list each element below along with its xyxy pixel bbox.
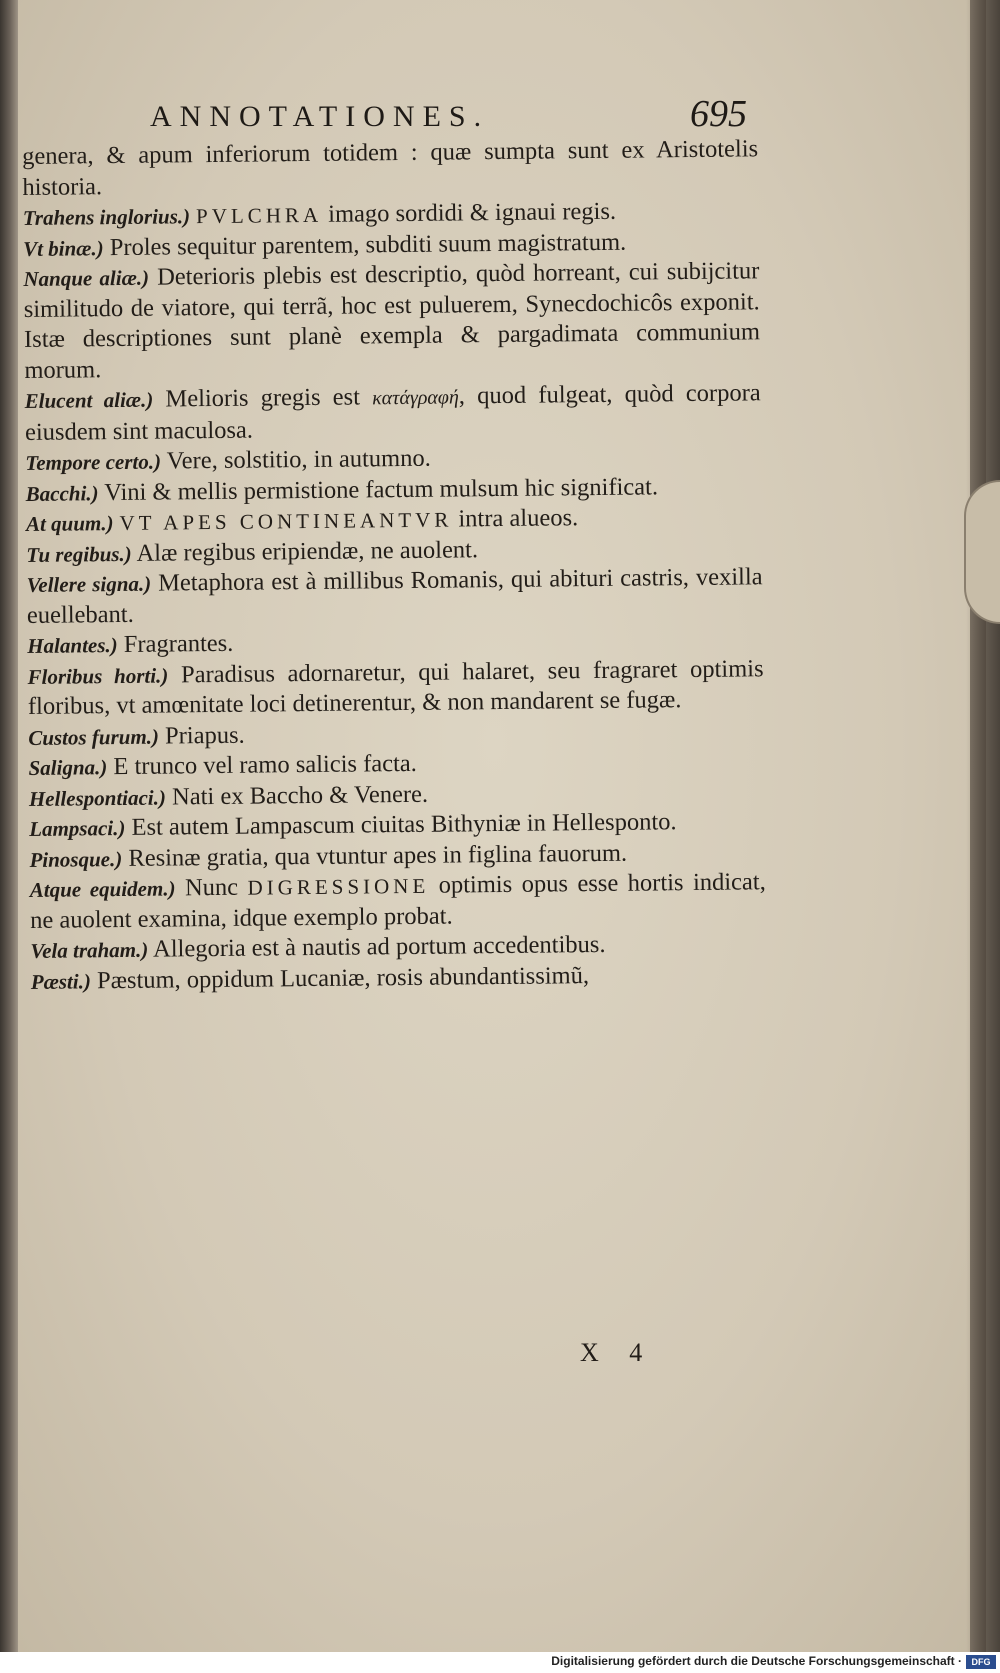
entry-text: genera, & apum inferiorum totidem : quæ sumpta sunt ex Aristotelis historia. bbox=[22, 135, 759, 201]
lemma: Tempore certo.) bbox=[25, 449, 162, 475]
entry-text: Nati ex Baccho & Venere. bbox=[165, 780, 429, 811]
lemma: Atque equidem.) bbox=[29, 876, 176, 902]
entry-text: Deterioris plebis est descriptio, quòd horreant, cui subijcitur similitudo de viatore, qui terrã, hoc est puluerem, Synecdochicôs exponit. Istæ descriptiones sunt planè exempla & pargadimata communium morum. bbox=[23, 257, 761, 384]
page-edge-shadow bbox=[966, 0, 986, 1652]
lemma: Nanque aliæ.) bbox=[23, 265, 150, 291]
greek-text: κατάγραφή bbox=[372, 386, 459, 410]
entry-text: Alæ regibus eripiendæ, ne auolent. bbox=[131, 535, 479, 567]
entry-text: Fragrantes. bbox=[117, 629, 234, 659]
entry-text-cont: imago sordidi & ignaui regis. bbox=[321, 197, 617, 228]
entry-text: Est autem Lampascum ciuitas Bithyniæ in Hellesponto. bbox=[125, 808, 677, 841]
entry-text: Metaphora est à millibus Romanis, qui abituri castris, vexilla euellebant. bbox=[26, 563, 763, 629]
entry-text: Vere, solstitio, in autumno. bbox=[160, 444, 431, 475]
signature-mark: X 4 bbox=[580, 1338, 655, 1367]
entry-text: Proles sequitur parentem, subditi suum magistratum. bbox=[103, 228, 627, 261]
lemma: Hellespontiaci.) bbox=[28, 785, 167, 811]
annotation-entry bbox=[26, 562, 763, 631]
dfg-logo-icon: DFG bbox=[966, 1655, 996, 1669]
small-caps-text: DIGRESSIONE bbox=[247, 873, 430, 900]
lemma: Elucent aliæ.) bbox=[24, 387, 154, 413]
entry-text: Vini & mellis permistione factum mulsum hic significat. bbox=[98, 472, 659, 506]
clasp-tab bbox=[964, 480, 1000, 624]
lemma: Bacchi.) bbox=[25, 480, 99, 506]
entry-text: E trunco vel ramo salicis facta. bbox=[107, 749, 417, 781]
footer-bar bbox=[0, 1652, 1000, 1673]
lemma: Pinosque.) bbox=[29, 846, 123, 872]
lemma: Lampsaci.) bbox=[29, 815, 126, 841]
entry-text: Resinæ gratia, qua vtuntur apes in figlina fauorum. bbox=[122, 839, 628, 872]
lemma: Pæsti.) bbox=[30, 968, 91, 994]
annotation-entry bbox=[22, 134, 759, 203]
running-head: ANNOTATIONES. bbox=[150, 100, 490, 133]
annotation-entry bbox=[23, 256, 760, 386]
annotation-entry bbox=[25, 378, 762, 448]
lemma: Saligna.) bbox=[28, 755, 108, 780]
entry-text-cont: optimis opus esse hortis indicat, ne auolent examina, idque exemplo probat. bbox=[30, 868, 766, 934]
annotation-entry bbox=[27, 654, 764, 723]
lemma: Custos furum.) bbox=[28, 724, 160, 750]
funding-credit: Digitalisierung gefördert durch die Deutsche Forschungsgemeinschaft · bbox=[551, 1654, 962, 1668]
lemma: Vt binæ.) bbox=[22, 235, 104, 261]
lemma: Floribus horti.) bbox=[27, 662, 169, 689]
entry-text: Nunc bbox=[175, 873, 248, 902]
small-caps-text: PVLCHRA bbox=[195, 202, 323, 229]
entry-text-cont: intra alueos. bbox=[452, 504, 579, 533]
lemma: Halantes.) bbox=[27, 633, 118, 658]
page-header bbox=[150, 92, 770, 140]
lemma: At quum.) bbox=[25, 511, 114, 536]
annotation-text bbox=[22, 134, 767, 997]
entry-text: Priapus. bbox=[158, 721, 245, 750]
entry-text: Allegoria est à nautis ad portum accedentibus. bbox=[148, 930, 606, 963]
entry-text: Paradisus adornaretur, qui halaret, seu fragraret optimis floribus, vt amœnitate loci detinerentur, & non mandarent se fugæ. bbox=[27, 654, 764, 720]
entry-text: Pæstum, oppidum Lucaniæ, rosis abundantissimũ, bbox=[90, 961, 590, 994]
entry-text: Melioris gregis est bbox=[153, 383, 373, 413]
lemma: Vellere signa.) bbox=[26, 571, 152, 597]
lemma: Vela traham.) bbox=[30, 937, 149, 963]
annotation-entry bbox=[30, 867, 767, 936]
lemma: Tu regibus.) bbox=[26, 541, 132, 567]
entry-text-cont: , quod fulgeat, quòd corpora eiusdem sint maculosa. bbox=[24, 379, 761, 446]
small-caps-text: VT APES CONTINEANTVR bbox=[119, 507, 453, 535]
lemma: Trahens inglorius.) bbox=[22, 204, 191, 230]
page-number: 695 bbox=[690, 93, 747, 135]
